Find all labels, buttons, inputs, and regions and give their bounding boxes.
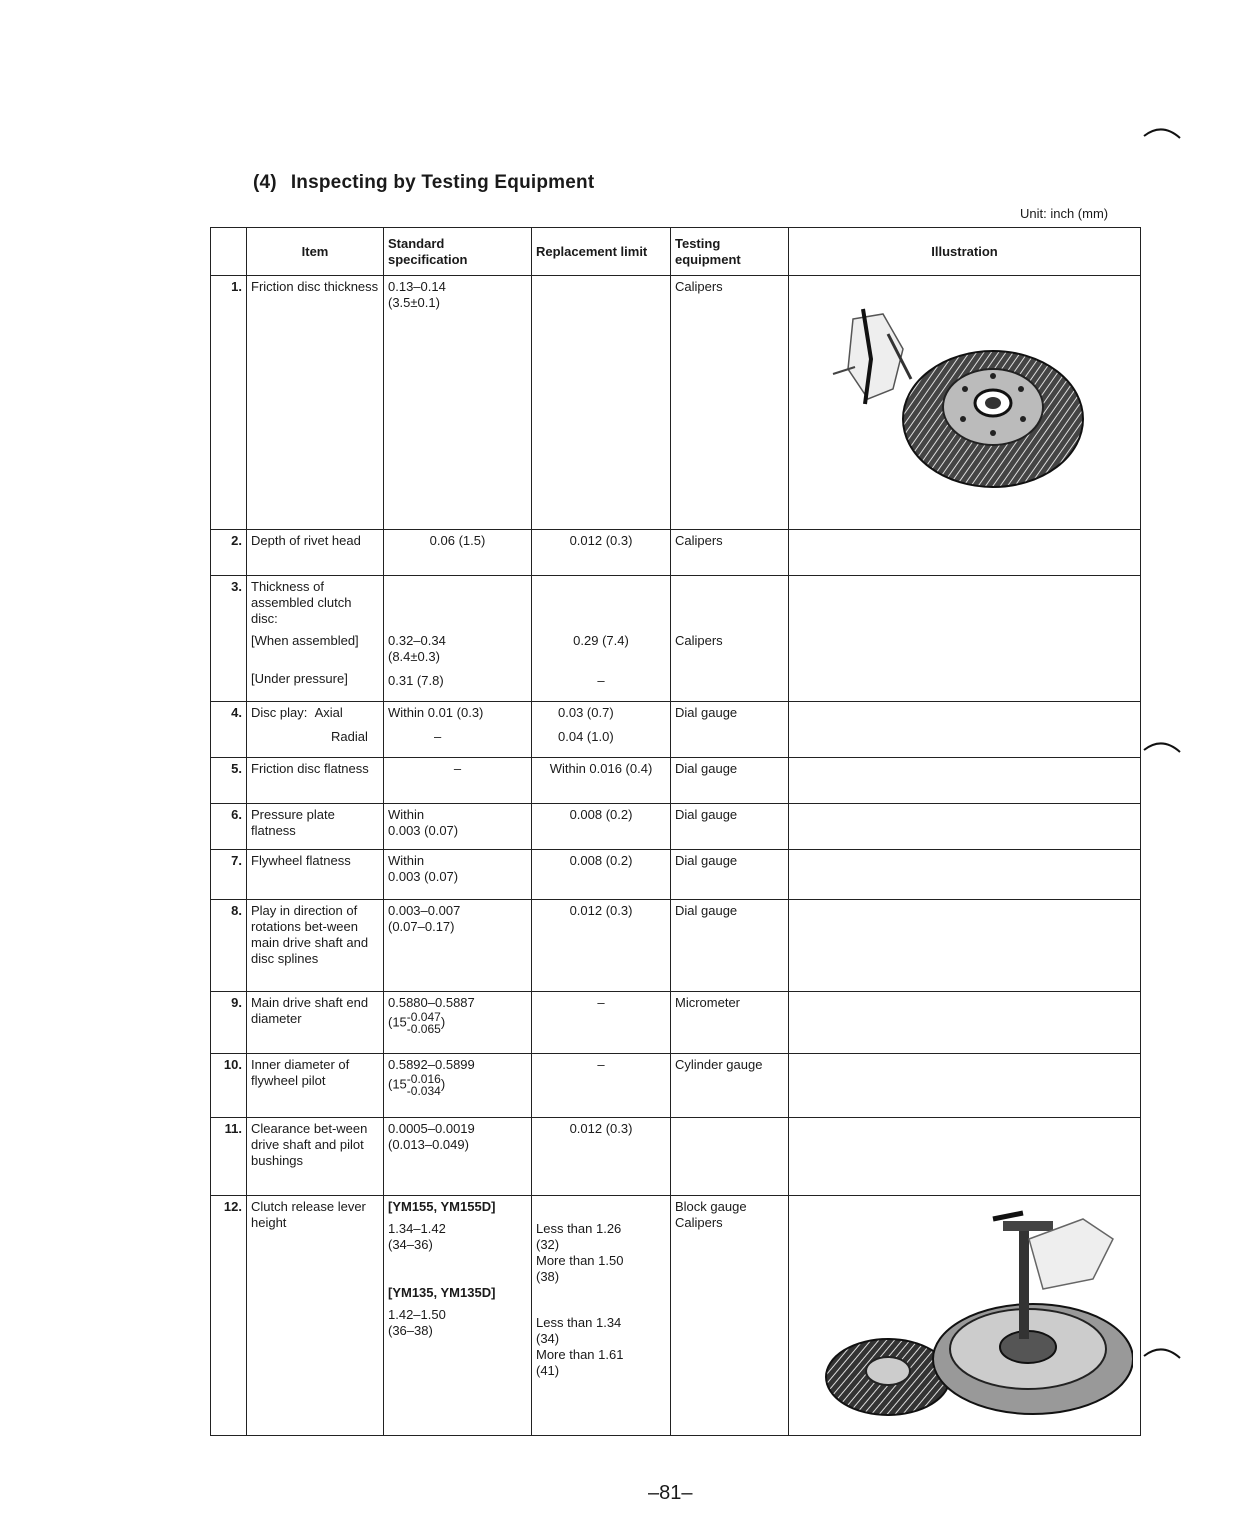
item-sub-pressure: [Under pressure] — [251, 671, 348, 686]
item-radial: Radial — [331, 729, 368, 744]
table-row — [211, 900, 1141, 992]
row-illustration — [789, 850, 1141, 900]
row-number: 8. — [211, 900, 247, 992]
section-number: (4) — [253, 172, 277, 193]
rep-2-min: Less than 1.34 — [536, 1315, 622, 1330]
rep-radial: 0.04 (1.0) — [558, 729, 614, 744]
table-row — [211, 702, 1141, 758]
row-item: Flywheel flatness — [247, 850, 384, 900]
header-item: Item — [247, 228, 384, 276]
rep-axial: 0.03 (0.7) — [558, 705, 614, 720]
std-pressure: 0.31 (7.8) — [388, 673, 444, 688]
std-group-1-metric: (34–36) — [388, 1237, 433, 1252]
table-row — [211, 530, 1141, 576]
std-assembled: 0.32–0.34 — [388, 633, 446, 648]
row-number: 10. — [211, 1054, 247, 1118]
header-no — [211, 228, 247, 276]
model-group-2: [YM135, YM135D] — [388, 1285, 496, 1300]
equipment-label: Calipers — [675, 633, 723, 648]
item-label — [251, 705, 379, 721]
tol-close: ) — [440, 1076, 446, 1092]
tol-upper: -0.047 — [406, 1010, 441, 1024]
row-equipment: Calipers — [671, 530, 789, 576]
row-replacement — [532, 702, 671, 758]
row-standard — [384, 850, 532, 900]
tol-lower: -0.065 — [406, 1022, 441, 1036]
rep-2-min-metric: (34) — [536, 1331, 560, 1346]
table-row — [211, 992, 1141, 1054]
std-value: 0.003–0.007 — [388, 903, 461, 918]
row-equipment — [671, 576, 789, 702]
row-standard — [384, 1054, 532, 1118]
row-illustration — [789, 992, 1141, 1054]
equipment-calipers: Calipers — [675, 1215, 723, 1230]
row-standard — [384, 900, 532, 992]
item-sub-assembled: [When assembled] — [251, 633, 359, 648]
rep-1-min: Less than 1.26 — [536, 1221, 622, 1236]
row-illustration — [789, 804, 1141, 850]
row-standard — [384, 1196, 532, 1436]
row-equipment: Micrometer — [671, 992, 789, 1054]
std-value: Within — [388, 807, 425, 822]
std-group-1: 1.34–1.42 — [388, 1221, 446, 1236]
row-replacement: – — [532, 992, 671, 1054]
friction-disc-caliper-icon — [793, 279, 1133, 519]
row-equipment: Dial gauge — [671, 850, 789, 900]
row-standard: – — [384, 758, 532, 804]
row-standard — [384, 804, 532, 850]
std-metric: (0.013–0.049) — [388, 1137, 469, 1152]
crop-mark-icon — [1142, 1344, 1182, 1364]
rep-1-max-metric: (38) — [536, 1269, 560, 1284]
row-number: 3. — [211, 576, 247, 702]
tol-close: ) — [440, 1014, 446, 1030]
row-standard — [384, 576, 532, 702]
table-row — [211, 1118, 1141, 1196]
std-metric: (0.07–0.17) — [388, 919, 455, 934]
table-row — [211, 1196, 1141, 1436]
row-item: Main drive shaft end diameter — [247, 992, 384, 1054]
row-standard — [384, 276, 532, 530]
row-illustration — [789, 758, 1141, 804]
row-item: Depth of rivet head — [247, 530, 384, 576]
rep-2-max-metric: (41) — [536, 1363, 560, 1378]
row-standard — [384, 702, 532, 758]
row-item: Friction disc thickness — [247, 276, 384, 530]
tol-base: (15 — [388, 1014, 407, 1030]
header-replacement: Replacement limit — [532, 228, 671, 276]
std-group-2-metric: (36–38) — [388, 1323, 433, 1338]
header-illustration: Illustration — [789, 228, 1141, 276]
std-tolerance — [388, 1073, 527, 1097]
tol-base: (15 — [388, 1076, 407, 1092]
std-axial: Within 0.01 (0.3) — [388, 705, 484, 720]
row-illustration — [789, 530, 1141, 576]
rep-1-max: More than 1.50 — [536, 1253, 624, 1268]
row-standard — [384, 1118, 532, 1196]
row-number: 11. — [211, 1118, 247, 1196]
row-equipment: Cylinder gauge — [671, 1054, 789, 1118]
item-axial: Axial — [314, 705, 343, 720]
row-item: Clutch release lever height — [247, 1196, 384, 1436]
row-equipment — [671, 1118, 789, 1196]
row-illustration — [789, 900, 1141, 992]
row-replacement: Within 0.016 (0.4) — [532, 758, 671, 804]
item-label: Thickness of assembled clutch disc: — [251, 579, 352, 626]
row-number: 4. — [211, 702, 247, 758]
inspection-table — [210, 227, 1141, 1436]
row-replacement — [532, 276, 671, 530]
crop-mark-icon — [1142, 738, 1182, 758]
row-number: 9. — [211, 992, 247, 1054]
std-metric: (3.5±0.1) — [388, 295, 440, 310]
section-title-text: Inspecting by Testing Equipment — [290, 172, 595, 193]
rep-assembled: 0.29 (7.4) — [573, 633, 629, 648]
row-equipment — [671, 1196, 789, 1436]
row-item: Inner diameter of flywheel pilot — [247, 1054, 384, 1118]
header-standard: Standard specification — [384, 228, 532, 276]
row-replacement: 0.012 (0.3) — [532, 900, 671, 992]
row-number: 2. — [211, 530, 247, 576]
std-value: Within — [388, 853, 425, 868]
std-value: 0.5880–0.5887 — [388, 995, 475, 1010]
row-number: 6. — [211, 804, 247, 850]
row-replacement: 0.008 (0.2) — [532, 850, 671, 900]
std-metric: 0.003 (0.07) — [388, 869, 459, 884]
row-item: Clearance bet-ween drive shaft and pilot bushings — [247, 1118, 384, 1196]
row-illustration — [789, 702, 1141, 758]
row-equipment: Dial gauge — [671, 804, 789, 850]
row-illustration — [789, 1054, 1141, 1118]
crop-mark-icon — [1142, 124, 1182, 144]
table-row — [211, 804, 1141, 850]
table-row — [211, 276, 1141, 530]
rep-2-max: More than 1.61 — [536, 1347, 624, 1362]
std-value: 0.5892–0.5899 — [388, 1057, 475, 1072]
row-replacement — [532, 1196, 671, 1436]
row-equipment: Calipers — [671, 276, 789, 530]
row-illustration — [789, 576, 1141, 702]
row-replacement: – — [532, 1054, 671, 1118]
header-row — [211, 228, 1141, 276]
row-item: Friction disc flatness — [247, 758, 384, 804]
std-value: 0.13–0.14 — [388, 279, 446, 294]
rep-1-min-metric: (32) — [536, 1237, 560, 1252]
row-illustration — [789, 1118, 1141, 1196]
row-equipment: Dial gauge — [671, 900, 789, 992]
row-equipment: Dial gauge — [671, 702, 789, 758]
clutch-lever-illustration — [789, 1196, 1141, 1436]
rep-pressure: – — [597, 673, 605, 688]
row-replacement — [532, 576, 671, 702]
table-row — [211, 850, 1141, 900]
unit-note: Unit: inch (mm) — [1020, 206, 1109, 221]
tol-frac — [407, 1011, 441, 1035]
table-row — [211, 1054, 1141, 1118]
tol-upper: -0.016 — [406, 1072, 441, 1086]
row-standard: 0.06 (1.5) — [384, 530, 532, 576]
row-replacement: 0.008 (0.2) — [532, 804, 671, 850]
std-value: 0.0005–0.0019 — [388, 1121, 475, 1136]
row-number: 12. — [211, 1196, 247, 1436]
item-text: Disc play: — [251, 705, 308, 720]
std-assembled-metric: (8.4±0.3) — [388, 649, 440, 664]
header-equipment: Testing equipment — [671, 228, 789, 276]
std-metric: 0.003 (0.07) — [388, 823, 459, 838]
row-item — [247, 576, 384, 702]
page-number: –81– — [648, 1482, 693, 1504]
row-standard — [384, 992, 532, 1054]
std-radial: – — [434, 729, 442, 744]
row-item: Play in direction of rotations bet-ween main drive shaft and disc splines — [247, 900, 384, 992]
row-item — [247, 702, 384, 758]
row-number: 5. — [211, 758, 247, 804]
std-tolerance — [388, 1011, 527, 1035]
clutch-assembly-icon — [793, 1199, 1133, 1429]
row-replacement: 0.012 (0.3) — [532, 1118, 671, 1196]
equipment-block-gauge: Block gauge — [675, 1199, 747, 1214]
row-equipment: Dial gauge — [671, 758, 789, 804]
row-number: 1. — [211, 276, 247, 530]
row-replacement: 0.012 (0.3) — [532, 530, 671, 576]
row-number: 7. — [211, 850, 247, 900]
std-group-2: 1.42–1.50 — [388, 1307, 446, 1322]
tol-lower: -0.034 — [406, 1084, 441, 1098]
friction-disc-illustration — [789, 276, 1141, 530]
row-item: Pressure plate flatness — [247, 804, 384, 850]
tol-frac — [407, 1073, 441, 1097]
section-title — [253, 172, 594, 194]
table-row — [211, 758, 1141, 804]
model-group-1: [YM155, YM155D] — [388, 1199, 496, 1214]
table-row — [211, 576, 1141, 702]
